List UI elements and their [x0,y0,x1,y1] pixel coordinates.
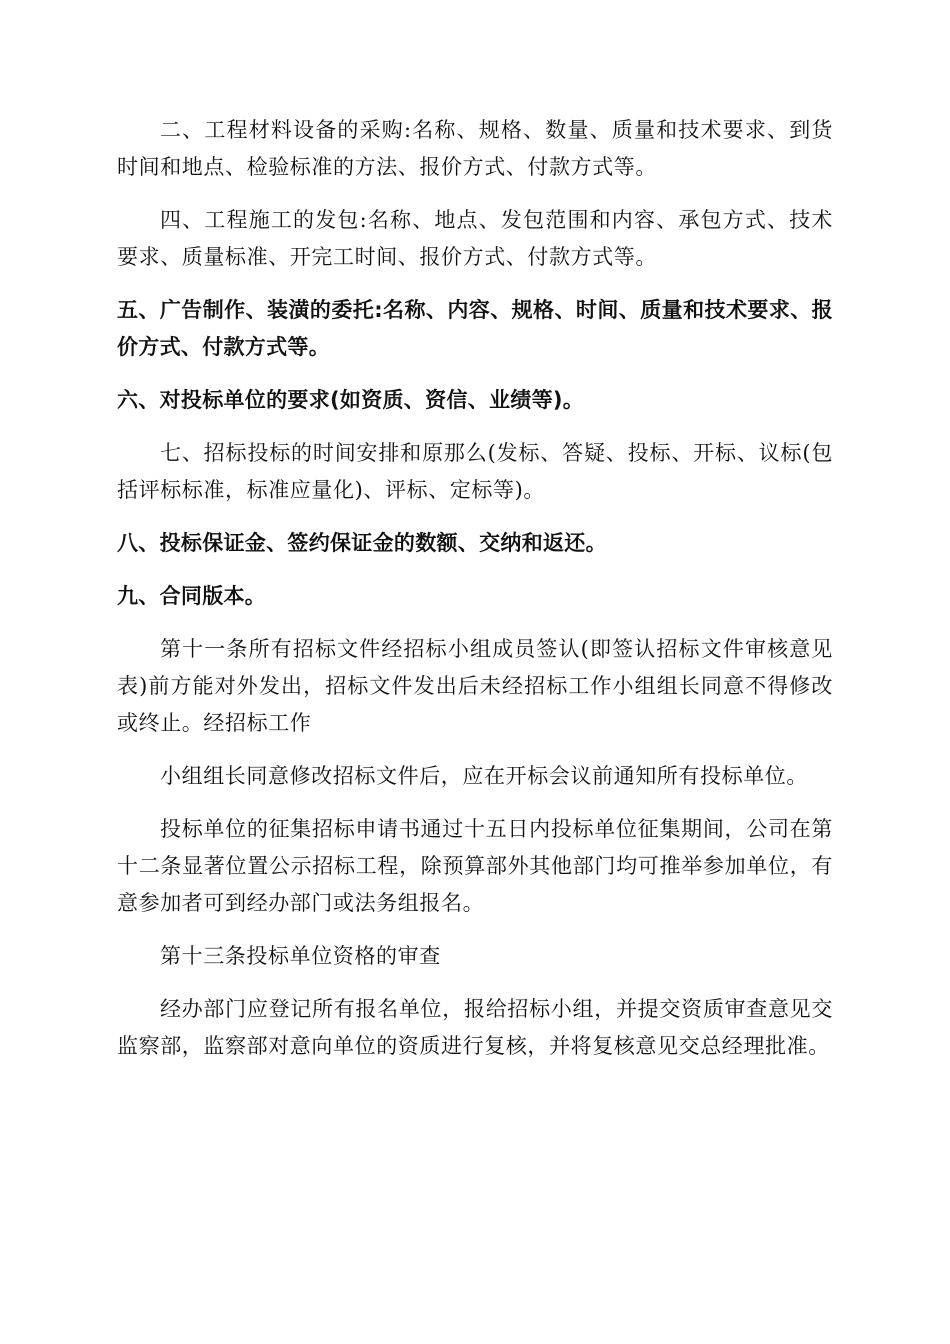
paragraph-article-11: 第十一条所有招标文件经招标小组成员签认(即签认招标文件审核意见表)前方能对外发出，招标文件发出后未经招标工作小组组长同意不得修改或终止。经招标工作 [117,637,833,735]
paragraph-advertising: 五、广告制作、装潢的委托:名称、内容、规格、时间、质量和技术要求、报价方式、付款方式等。 [117,298,833,359]
paragraph-bidder-requirements: 六、对投标单位的要求(如资质、资信、业绩等)。 [117,388,585,412]
paragraph-deposit: 八、投标保证金、签约保证金的数额、交纳和返还。 [117,531,607,555]
paragraph-article-13-heading: 第十三条投标单位资格的审查 [160,944,441,968]
paragraph-contract-version: 九、合同版本。 [117,584,267,608]
paragraph-schedule: 七、招标投标的时间安排和原那么(发标、答疑、投标、开标、议标(包括评标标准，标准应量化)、评标、定标等)。 [117,441,833,502]
document-page [117,112,833,1081]
paragraph-procurement: 二、工程材料设备的采购:名称、规格、数量、质量和技术要求、到货时间和地点、检验标准的方法、报价方式、付款方式等。 [117,118,833,179]
paragraph-article-11-continued: 小组组长同意修改招标文件后，应在开标会议前通知所有投标单位。 [160,764,808,788]
paragraph-article-13-body: 经办部门应登记所有报名单位，报给招标小组，并提交资质审查意见交监察部，监察部对意向单位的资质进行复核，并将复核意见交总经理批准。 [117,997,833,1058]
paragraph-construction-contracting: 四、工程施工的发包:名称、地点、发包范围和内容、承包方式、技术要求、质量标准、开完工时间、报价方式、付款方式等。 [117,208,833,269]
paragraph-article-12: 投标单位的征集招标申请书通过十五日内投标单位征集期间，公司在第十二条显著位置公示招标工程，除预算部外其他部门均可推举参加单位，有意参加者可到经办部门或法务组报名。 [117,817,833,915]
